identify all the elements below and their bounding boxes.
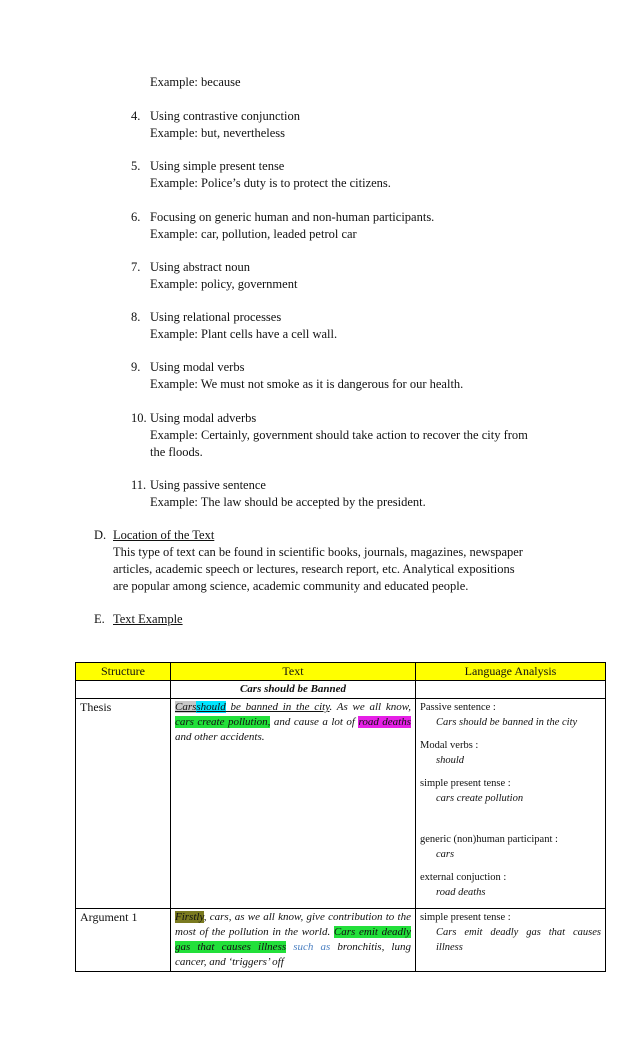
list-title: Using modal verbs [150,360,245,374]
text-cell [171,699,416,909]
list-number: 10. [131,411,147,425]
analysis-label: Modal verbs : [420,740,479,751]
text-span: should [196,701,226,713]
section-line: articles, academic speech or lectures, research report, etc. Analytical expositions [113,562,515,576]
text-span: such as [286,941,331,953]
text-span: , cars, as we all know, give contribution to the most of the pollution in the world. [175,911,411,938]
analysis-value: Cars should be banned in the city [436,717,578,728]
list-title: Using simple present tense [150,159,285,173]
text-span: . As we all know, [329,701,412,713]
text-span: road deaths [358,716,412,728]
table-header-row [76,663,606,681]
list-example: Example: Police’s duty is to protect the citizens. [150,176,391,190]
list-title: Using contrastive conjunction [150,109,300,123]
list-example: Example: Plant cells have a cell wall. [150,327,338,341]
title-blank-cell [416,681,606,699]
text-span: be banned in the city [225,701,330,713]
text-cell [171,909,416,972]
analysis-value: cars [436,849,455,860]
text-span: Cars emit deadly gas that causes illness [175,926,411,953]
analysis-cell [416,699,606,909]
analysis-value: cars create pollution [436,793,524,804]
section-letter: E. [94,612,105,626]
structure-cell: Argument 1 [76,909,171,972]
table-row [76,699,606,909]
table-title-row [76,681,606,699]
list-title: Using passive sentence [150,478,266,492]
header-language-analysis: Language Analysis [416,663,606,681]
list-number: 4. [131,109,141,123]
list-example: Example: policy, government [150,277,298,291]
structure-cell: Thesis [76,699,171,909]
analysis-cell [416,909,606,972]
header-structure: Structure [76,663,171,681]
list-example-cont: the floods. [150,445,203,459]
list-number: 9. [131,360,141,374]
text-span: Firstly [175,911,204,923]
text-title: Cars should be Banned [171,681,416,699]
list-example: Example: We must not smoke as it is dangerous for our health. [150,377,464,391]
text-span: cars create pollution, [175,716,271,728]
text-span: Cars [175,701,197,713]
list-top-example: Example: because [150,75,241,89]
analysis-label: simple present tense : [420,778,511,789]
title-blank-cell [76,681,171,699]
list-number: 8. [131,310,141,324]
analysis-label: simple present tense : [420,912,511,923]
list-title: Using modal adverbs [150,411,257,425]
list-title: Focusing on generic human and non-human participants. [150,210,435,224]
list-number: 6. [131,210,141,224]
list-number: 7. [131,260,141,274]
list-number: 11. [131,478,147,492]
list-title: Using abstract noun [150,260,250,274]
list-number: 5. [131,159,141,173]
list-example: Example: Certainly, government should take action to recover the city from [150,428,528,442]
section-letter: D. [94,528,107,542]
section-heading: Location of the Text [113,528,215,542]
analysis-table [75,662,606,972]
list-example: Example: car, pollution, leaded petrol car [150,227,357,241]
list-example: Example: but, nevertheless [150,126,286,140]
section-heading: Text Example [113,612,183,626]
list-title: Using relational processes [150,310,282,324]
analysis-value: road deaths [436,887,486,898]
analysis-label: external conjuction : [420,872,507,883]
table-row [76,909,606,972]
analysis-value: Cars emit deadly gas that causes illness [436,927,601,953]
text-span: and other accidents. [175,731,265,743]
text-span: bronchitis, lung cancer, and ‘triggers’ off [175,941,411,968]
analysis-label: Passive sentence : [420,702,496,713]
analysis-value: should [436,755,465,766]
section-line: are popular among science, academic community and educated people. [113,579,469,593]
list-example: Example: The law should be accepted by the president. [150,495,426,509]
section-line: This type of text can be found in scientific books, journals, magazines, newspaper [113,545,523,559]
text-span: and cause a lot of [270,716,359,728]
analysis-label: generic (non)human participant : [420,834,558,845]
header-text: Text [171,663,416,681]
